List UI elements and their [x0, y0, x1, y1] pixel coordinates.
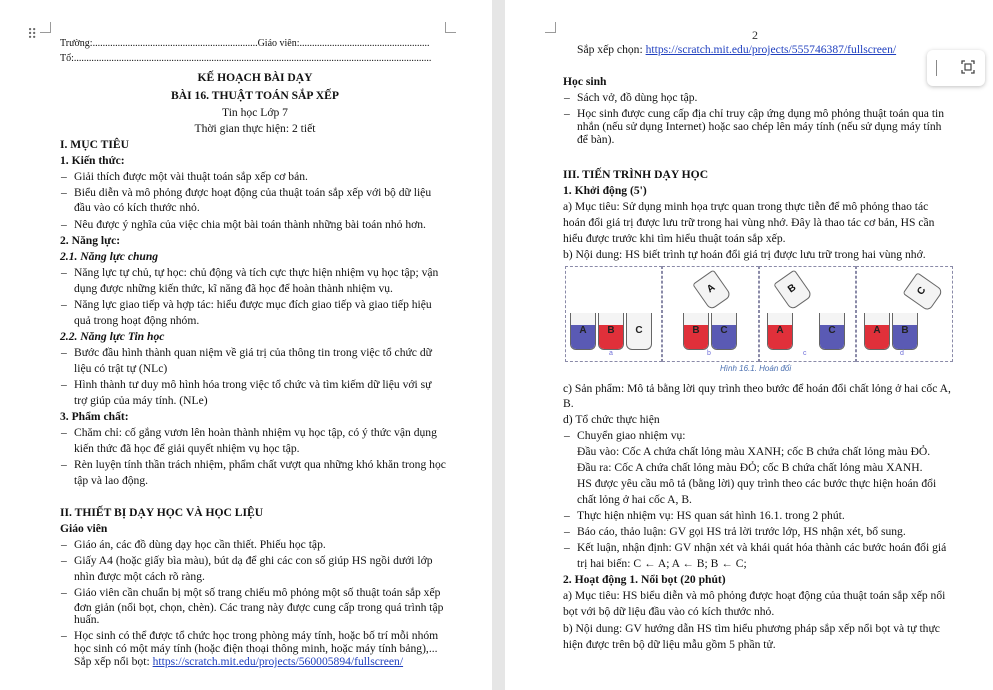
panel-label: c [803, 350, 807, 357]
list-item: Nêu được ý nghĩa của việc chia một bài toán thành những bài toán nhỏ hơn. [74, 218, 426, 231]
panel-label: b [707, 350, 711, 357]
list-item: Giấy A4 (hoặc giấy bìa màu), bút dạ để ghi các con số giúp HS ngồi dưới lớp [74, 554, 433, 567]
swap-figure [565, 266, 955, 376]
header-school-teacher: Trường:..................................................................Giáo viên:.................................................... [60, 38, 430, 49]
list-item: Hình thành tư duy mô hình hóa trong việc tổ chức và tìm kiếm dữ liệu với sự [74, 378, 432, 391]
list-item-cont: Đầu vào: Cốc A chứa chất lỏng màu XANH; cốc B chứa chất lỏng màu ĐỎ. [577, 445, 931, 458]
cup-a-blue: A [570, 313, 596, 350]
tilted-cup-c: C [902, 272, 943, 312]
list-item-cont: HS được yêu cầu mô tả (bằng lời) quy trình theo các bước thực hiện hoán đổi [577, 477, 937, 490]
panel-label: d [900, 350, 904, 357]
header-group: Tổ:............................................................................................................................................... [60, 53, 432, 64]
list-item-cont: huấn. [74, 613, 100, 626]
page-number: 2 [752, 28, 758, 42]
cup-b-red: B [598, 313, 624, 350]
list-item: Báo cáo, thảo luận: GV gọi HS trả lời trước lớp, HS nhận xét, bổ sung. [577, 525, 906, 538]
list-item: Năng lực giao tiếp và hợp tác: hiểu được mục đích giao tiếp và giao tiếp hiệu [74, 298, 432, 311]
section-heading: II. THIẾT BỊ DẠY HỌC VÀ HỌC LIỆU [60, 506, 264, 519]
list-item-cont: tập và lao động. [74, 474, 149, 487]
subject-line: Tin học Lớp 7 [222, 106, 288, 119]
list-item: Giáo án, các đồ dùng dạy học cần thiết. Phiếu học tập. [74, 538, 326, 551]
list-item: Năng lực tự chủ, tự học: chủ động và tích cực thực hiện nhiệm vụ học tập; vận [74, 266, 439, 279]
list-item: Học sinh có thể được tổ chức học trong phòng máy tính, hoặc bố trí mỗi nhóm [74, 629, 439, 642]
document-page-2: 2 Sắp xếp chọn: https://scratch.mit.edu/projects/555746387/fullscreen/ Học sinh – Sách vở, đồ dùng học tập. – Học sinh được cung cấp địa chỉ truy cập ứng dụng mô phỏng thuật toán qua tin nhắn (nếu sử dụng Internet) hoặc sao chép lên máy tính (nếu sử dụng máy tính để bàn). III. TIẾN TRÌNH DẠY HỌC 1. Khởi động (5') a) Mục tiêu: Sử dụng minh họa trực quan trong thực tiễn để mô phỏng thao tác hoán đổi giá trị được lưu trữ trong hai vùng nhớ. Đây là thao tác cơ bản, HS cần hiểu được trước khi tìm hiểu thuật toán sắp xếp. b) Nội dung: HS biết trình tự hoán đổi giá trị được lưu trữ trong hai vùng nhớ. A B C a A B C b B A C c C A B d Hình 16.1. Hoán đổi c) Sản phẩm: Mô tả bằng lời quy trình theo bước để hoán đổi chất lỏng ở hai cốc A, B. d) Tổ chức thực hiện – Chuyển giao nhiệm vụ: Đầu vào: Cốc A chứa chất lỏng màu XANH; cốc B chứa chất lỏng màu ĐỎ. Đầu ra: Cốc A chứa chất lỏng màu ĐỎ; cốc B chứa chất lỏng màu XANH. HS được yêu cầu mô tả (bằng lời) quy trình theo các bước thực hiện hoán đổi chất lỏng ở hai cốc A, B. – Thực hiện nhiệm vụ: HS quan sát hình 16.1. trong 2 phút. – Báo cáo, thảo luận: GV gọi HS trả lời trước lớp, HS nhận xét, bổ sung. – Kết luận, nhận định: GV nhận xét và khái quát hóa thành các bước hoán đổi giá trị hai biến: C ← A; A ← B; B ← C; 2. Hoạt động 1. Nổi bọt (20 phút) a) Mục tiêu: HS biểu diễn và mô phỏng được hoạt động của thuật toán sắp xếp nổi bọt với bộ dữ liệu đầu vào có kích thước nhỏ. b) Nội dung: GV hướng dẫn HS tìm hiểu phương pháp sắp xếp nổi bọt và tự thực hiện được trên bộ dữ liệu mẫu gồm 5 phần tử. [505, 0, 993, 690]
subsection-heading: 1. Kiến thức: [60, 154, 125, 167]
cup-a-red: A [767, 313, 793, 350]
list-item-cont: liệu có trật tự (NLc) [74, 362, 168, 375]
paragraph-line: B. [563, 397, 574, 410]
list-item: Giáo viên cần chuẩn bị một số trang chiếu mô phỏng một số thuật toán sắp xếp [74, 586, 441, 599]
paragraph-line: a) Mục tiêu: HS biểu diễn và mô phỏng được hoạt động của thuật toán sắp xếp nổi [563, 589, 946, 602]
list-item: Sách vở, đồ dùng học tập. [577, 91, 698, 104]
paragraph-line: hiểu được trước khi tìm hiểu thuật toán sắp xếp. [563, 232, 786, 245]
subsection-heading: 2. Năng lực: [60, 234, 121, 247]
list-item-cont: học sinh có một máy tính (hoặc điện thoại thông minh, hoặc máy tính bảng),... [74, 642, 438, 655]
tilted-cup-b: B [773, 269, 813, 310]
link-line [74, 654, 403, 670]
subsection-heading: 3. Phẩm chất: [60, 410, 129, 423]
list-item-cont: trị hai biến: C ← A; A ← B; B ← C; [577, 557, 747, 570]
toolbar-divider [936, 60, 937, 76]
subsection-heading: 2. Hoạt động 1. Nổi bọt (20 phút) [563, 573, 726, 586]
list-item-cont: đầu vào có kích thước nhỏ. [74, 201, 200, 214]
scratch-selection-sort-link[interactable]: https://scratch.mit.edu/projects/555746387/fullscreen/ [645, 43, 897, 56]
crop-mark [40, 22, 51, 33]
document-page-1: ⠿ Trường:..................................................................Giáo viên:.................................................... Tổ:............................................................................................................................................... KẾ HOẠCH BÀI DẠY BÀI 16. THUẬT TOÁN SẮP XẾP Tin học Lớp 7 Thời gian thực hiện: 2 tiết I. MỤC TIÊU 1. Kiến thức: – Giải thích được một vài thuật toán sắp xếp cơ bản. – Biểu diễn và mô phỏng được hoạt động của thuật toán sắp xếp với bộ dữ liệu đầu vào có kích thước nhỏ. – Nêu được ý nghĩa của việc chia một bài toán thành những bài toán nhỏ hơn. 2. Năng lực: 2.1. Năng lực chung – Năng lực tự chủ, tự học: chủ động và tích cực thực hiện nhiệm vụ học tập; vận dụng được những kiến thức, kĩ năng đã học để hoàn thành nhiệm vụ. – Năng lực giao tiếp và hợp tác: hiểu được mục đích giao tiếp và giao tiếp hiệu quả trong hoạt động nhóm. 2.2. Năng lực Tin học – Bước đầu hình thành quan niệm về giá trị của thông tin trong việc tổ chức dữ liệu có trật tự (NLc) – Hình thành tư duy mô hình hóa trong việc tổ chức và tìm kiếm dữ liệu với sự trợ giúp của máy tính. (NLe) 3. Phẩm chất: – Chăm chỉ: cố gắng vươn lên hoàn thành nhiệm vụ học tập, có ý thức vận dụng kiến thức đã học để giải quyết nhiệm vụ học tập. – Rèn luyện tính thần trách nhiệm, phẩm chất vượt qua những khó khăn trong học tập và lao động. II. THIẾT BỊ DẠY HỌC VÀ HỌC LIỆU Giáo viên – Giáo án, các đồ dùng dạy học cần thiết. Phiếu học tập. – Giấy A4 (hoặc giấy bìa màu), bút dạ để ghi các con số giúp HS ngồi dưới lớp nhìn được một cách rõ ràng. – Giáo viên cần chuẩn bị một số trang chiếu mô phỏng một số thuật toán sắp xếp đơn giản (nổi bọt, chọn, chèn). Các trang này được cung cấp trong quá trình tập huấn. – Học sinh có thể được tổ chức học trong phòng máy tính, hoặc bố trí mỗi nhóm học sinh có một máy tính (hoặc điện thoại thông minh, hoặc máy tính bảng),... Sắp xếp nổi bọt: https://scratch.mit.edu/projects/560005894/fullscreen/ [0, 0, 492, 690]
list-item-cont: dụng được những kiến thức, kĩ năng đã học để hoàn thành nhiệm vụ. [74, 282, 393, 295]
list-item-cont: trợ giúp của máy tính. (NLe) [74, 394, 208, 407]
paragraph-line: b) Nội dung: HS biết trình tự hoán đổi giá trị được lưu trữ trong hai vùng nhớ. [563, 248, 926, 261]
link-label: Sắp xếp chọn: [577, 43, 646, 56]
paragraph-line: bọt với bộ dữ liệu đầu vào có kích thước nhỏ. [563, 605, 775, 618]
list-item-cont: chất lỏng ở hai cốc A, B. [577, 493, 692, 506]
crop-mark [545, 22, 556, 33]
section-heading: I. MỤC TIÊU [60, 138, 130, 151]
subsection-heading: 1. Khởi động (5') [563, 184, 647, 197]
subsection-subheading: 2.2. Năng lực Tin học [60, 330, 165, 343]
list-item: Bước đầu hình thành quan niệm về giá trị của thông tin trong việc tổ chức dữ [74, 346, 432, 359]
list-item: Học sinh được cung cấp địa chỉ truy cập ứng dụng mô phỏng thuật toán qua tin [577, 107, 945, 120]
cup-c-empty: C [626, 313, 652, 350]
paragraph-line: a) Mục tiêu: Sử dụng minh họa trực quan trong thực tiễn để mô phỏng thao tác [563, 200, 929, 213]
doc-title: KẾ HOẠCH BÀI DẠY [197, 71, 313, 84]
list-item-cont: kiến thức đã học để giải quyết nhiệm vụ học tập. [74, 442, 300, 455]
list-item-cont: quả trong hoạt động nhóm. [74, 314, 200, 327]
subsection-heading: Giáo viên [60, 522, 108, 535]
tilted-cup-a: A [692, 269, 732, 310]
list-item: Biểu diễn và mô phỏng được hoạt động của thuật toán sắp xếp với bộ dữ liệu [74, 186, 432, 199]
figure-caption: Hình 16.1. Hoán đổi [720, 364, 792, 373]
list-item: Chuyển giao nhiệm vụ: [577, 429, 686, 442]
cup-c-blue: C [711, 313, 737, 350]
paragraph-line: hoán đổi giá trị được lưu trữ trong hai vùng nhớ. Đây là thao tác cơ bản, HS cần [563, 216, 935, 229]
list-item-cont: đơn giản (nổi bọt, chọn, chèn). Các trang này được cung cấp trong quá trình tập [74, 601, 444, 614]
list-item: Giải thích được một vài thuật toán sắp xếp cơ bản. [74, 170, 308, 183]
drag-handle-icon[interactable]: ⠿ [27, 28, 36, 43]
list-item-cont: Đầu ra: Cốc A chứa chất lỏng màu ĐỎ; cốc B chứa chất lỏng màu XANH. [577, 461, 923, 474]
cup-a-red: A [864, 313, 890, 350]
crop-mark [445, 22, 456, 33]
list-item-cont: để bàn). [577, 133, 615, 146]
paragraph-line: hiện được trên bộ dữ liệu mẫu gồm 5 phần tử. [563, 638, 776, 651]
floating-view-toolbar [927, 50, 985, 86]
duration-line: Thời gian thực hiện: 2 tiết [194, 122, 316, 135]
paragraph-line: b) Nội dung: GV hướng dẫn HS tìm hiểu phương pháp sắp xếp nổi bọt và tự thực [563, 622, 940, 635]
paragraph-line: d) Tổ chức thực hiện [563, 413, 660, 426]
cup-c-blue: C [819, 313, 845, 350]
panel-label: a [609, 350, 613, 357]
list-item-cont: nhìn được một cách rõ ràng. [74, 570, 205, 583]
list-item: Thực hiện nhiệm vụ: HS quan sát hình 16.1. trong 2 phút. [577, 509, 845, 522]
list-item: Chăm chỉ: cố gắng vươn lên hoàn thành nhiệm vụ học tập, có ý thức vận dụng [74, 426, 437, 439]
section-heading: III. TIẾN TRÌNH DẠY HỌC [563, 168, 709, 181]
scratch-bubble-sort-link[interactable]: https://scratch.mit.edu/projects/560005894/fullscreen/ [152, 655, 404, 668]
list-item: Rèn luyện tính thần trách nhiệm, phẩm chất vượt qua những khó khăn trong học [74, 458, 446, 471]
subsection-heading: Học sinh [563, 75, 607, 88]
lesson-title: BÀI 16. THUẬT TOÁN SẮP XẾP [171, 89, 339, 102]
list-item: Kết luận, nhận định: GV nhận xét và khái quát hóa thành các bước hoán đổi giá [577, 541, 947, 554]
paragraph-line: c) Sản phẩm: Mô tả bằng lời quy trình theo bước để hoán đổi chất lỏng ở hai cốc A, [563, 382, 951, 395]
link-line [577, 42, 896, 58]
link-label: Sắp xếp nổi bọt: [74, 655, 153, 668]
fit-page-icon[interactable] [961, 60, 975, 74]
list-item-cont: nhắn (nếu sử dụng Internet) hoặc sao chép lên máy tính (nếu sử dụng máy tính [577, 120, 942, 133]
cup-b-red: B [683, 313, 709, 350]
subsection-subheading: 2.1. Năng lực chung [60, 250, 159, 263]
cup-b-blue: B [892, 313, 918, 350]
